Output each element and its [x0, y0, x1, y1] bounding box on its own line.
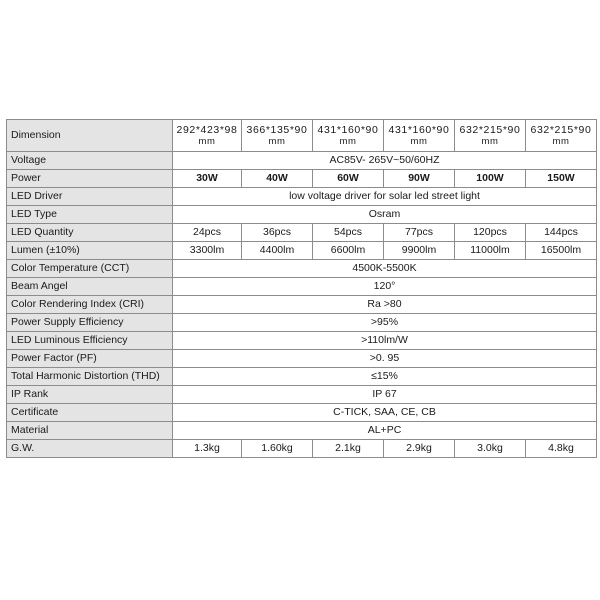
dimension-row [7, 120, 597, 152]
power-value: 60W [313, 170, 384, 188]
spec-table [6, 119, 597, 458]
dimension-value: 431*160*90 mm [313, 120, 384, 152]
thd-value: ≤15% [173, 368, 597, 386]
cct-label: Color Temperature (CCT) [7, 260, 173, 278]
luminous-efficiency-value: >110lm/W [173, 332, 597, 350]
gw-value: 2.1kg [313, 440, 384, 458]
material-label: Material [7, 422, 173, 440]
ip-rank-label: IP Rank [7, 386, 173, 404]
psu-efficiency-label: Power Supply Efficiency [7, 314, 173, 332]
power-value: 150W [526, 170, 597, 188]
dimension-value: 292*423*98 mm [173, 120, 242, 152]
dimension-value: 366*135*90 mm [242, 120, 313, 152]
led-driver-label: LED Driver [7, 188, 173, 206]
led-type-value: Osram [173, 206, 597, 224]
cct-row [7, 260, 597, 278]
psu-efficiency-value: >95% [173, 314, 597, 332]
power-row [7, 170, 597, 188]
certificate-row [7, 404, 597, 422]
beam-angle-value: 120° [173, 278, 597, 296]
power-factor-label: Power Factor (PF) [7, 350, 173, 368]
gw-label: G.W. [7, 440, 173, 458]
lumen-value: 11000lm [455, 242, 526, 260]
gw-value: 4.8kg [526, 440, 597, 458]
power-value: 40W [242, 170, 313, 188]
lumen-value: 3300lm [173, 242, 242, 260]
dimension-value: 632*215*90 mm [455, 120, 526, 152]
led-quantity-value: 54pcs [313, 224, 384, 242]
gw-value: 3.0kg [455, 440, 526, 458]
led-quantity-value: 77pcs [384, 224, 455, 242]
led-quantity-value: 24pcs [173, 224, 242, 242]
cri-row [7, 296, 597, 314]
power-value: 90W [384, 170, 455, 188]
beam-angle-label: Beam Angel [7, 278, 173, 296]
certificate-value: C-TICK, SAA, CE, CB [173, 404, 597, 422]
led-driver-value: low voltage driver for solar led street light [173, 188, 597, 206]
led-quantity-value: 144pcs [526, 224, 597, 242]
voltage-row [7, 152, 597, 170]
led-type-label: LED Type [7, 206, 173, 224]
beam-angle-row [7, 278, 597, 296]
voltage-value: AC85V- 265V~50/60HZ [173, 152, 597, 170]
luminous-efficiency-row [7, 332, 597, 350]
cri-label: Color Rendering Index (CRI) [7, 296, 173, 314]
lumen-row [7, 242, 597, 260]
ip-rank-row [7, 386, 597, 404]
led-quantity-label: LED Quantity [7, 224, 173, 242]
led-driver-row [7, 188, 597, 206]
gw-value: 1.3kg [173, 440, 242, 458]
luminous-efficiency-label: LED Luminous Efficiency [7, 332, 173, 350]
power-label: Power [7, 170, 173, 188]
dimension-value: 431*160*90 mm [384, 120, 455, 152]
power-factor-value: >0. 95 [173, 350, 597, 368]
thd-row [7, 368, 597, 386]
dimension-label: Dimension [7, 120, 173, 152]
led-type-row [7, 206, 597, 224]
certificate-label: Certificate [7, 404, 173, 422]
gw-value: 2.9kg [384, 440, 455, 458]
gw-row [7, 440, 597, 458]
cct-value: 4500K-5500K [173, 260, 597, 278]
power-value: 30W [173, 170, 242, 188]
lumen-value: 16500lm [526, 242, 597, 260]
lumen-label: Lumen (±10%) [7, 242, 173, 260]
power-value: 100W [455, 170, 526, 188]
dimension-value: 632*215*90 mm [526, 120, 597, 152]
psu-efficiency-row [7, 314, 597, 332]
lumen-value: 6600lm [313, 242, 384, 260]
cri-value: Ra >80 [173, 296, 597, 314]
led-quantity-value: 36pcs [242, 224, 313, 242]
led-quantity-value: 120pcs [455, 224, 526, 242]
lumen-value: 4400lm [242, 242, 313, 260]
lumen-value: 9900lm [384, 242, 455, 260]
thd-label: Total Harmonic Distortion (THD) [7, 368, 173, 386]
material-value: AL+PC [173, 422, 597, 440]
voltage-label: Voltage [7, 152, 173, 170]
led-quantity-row [7, 224, 597, 242]
material-row [7, 422, 597, 440]
ip-rank-value: IP 67 [173, 386, 597, 404]
power-factor-row [7, 350, 597, 368]
gw-value: 1.60kg [242, 440, 313, 458]
